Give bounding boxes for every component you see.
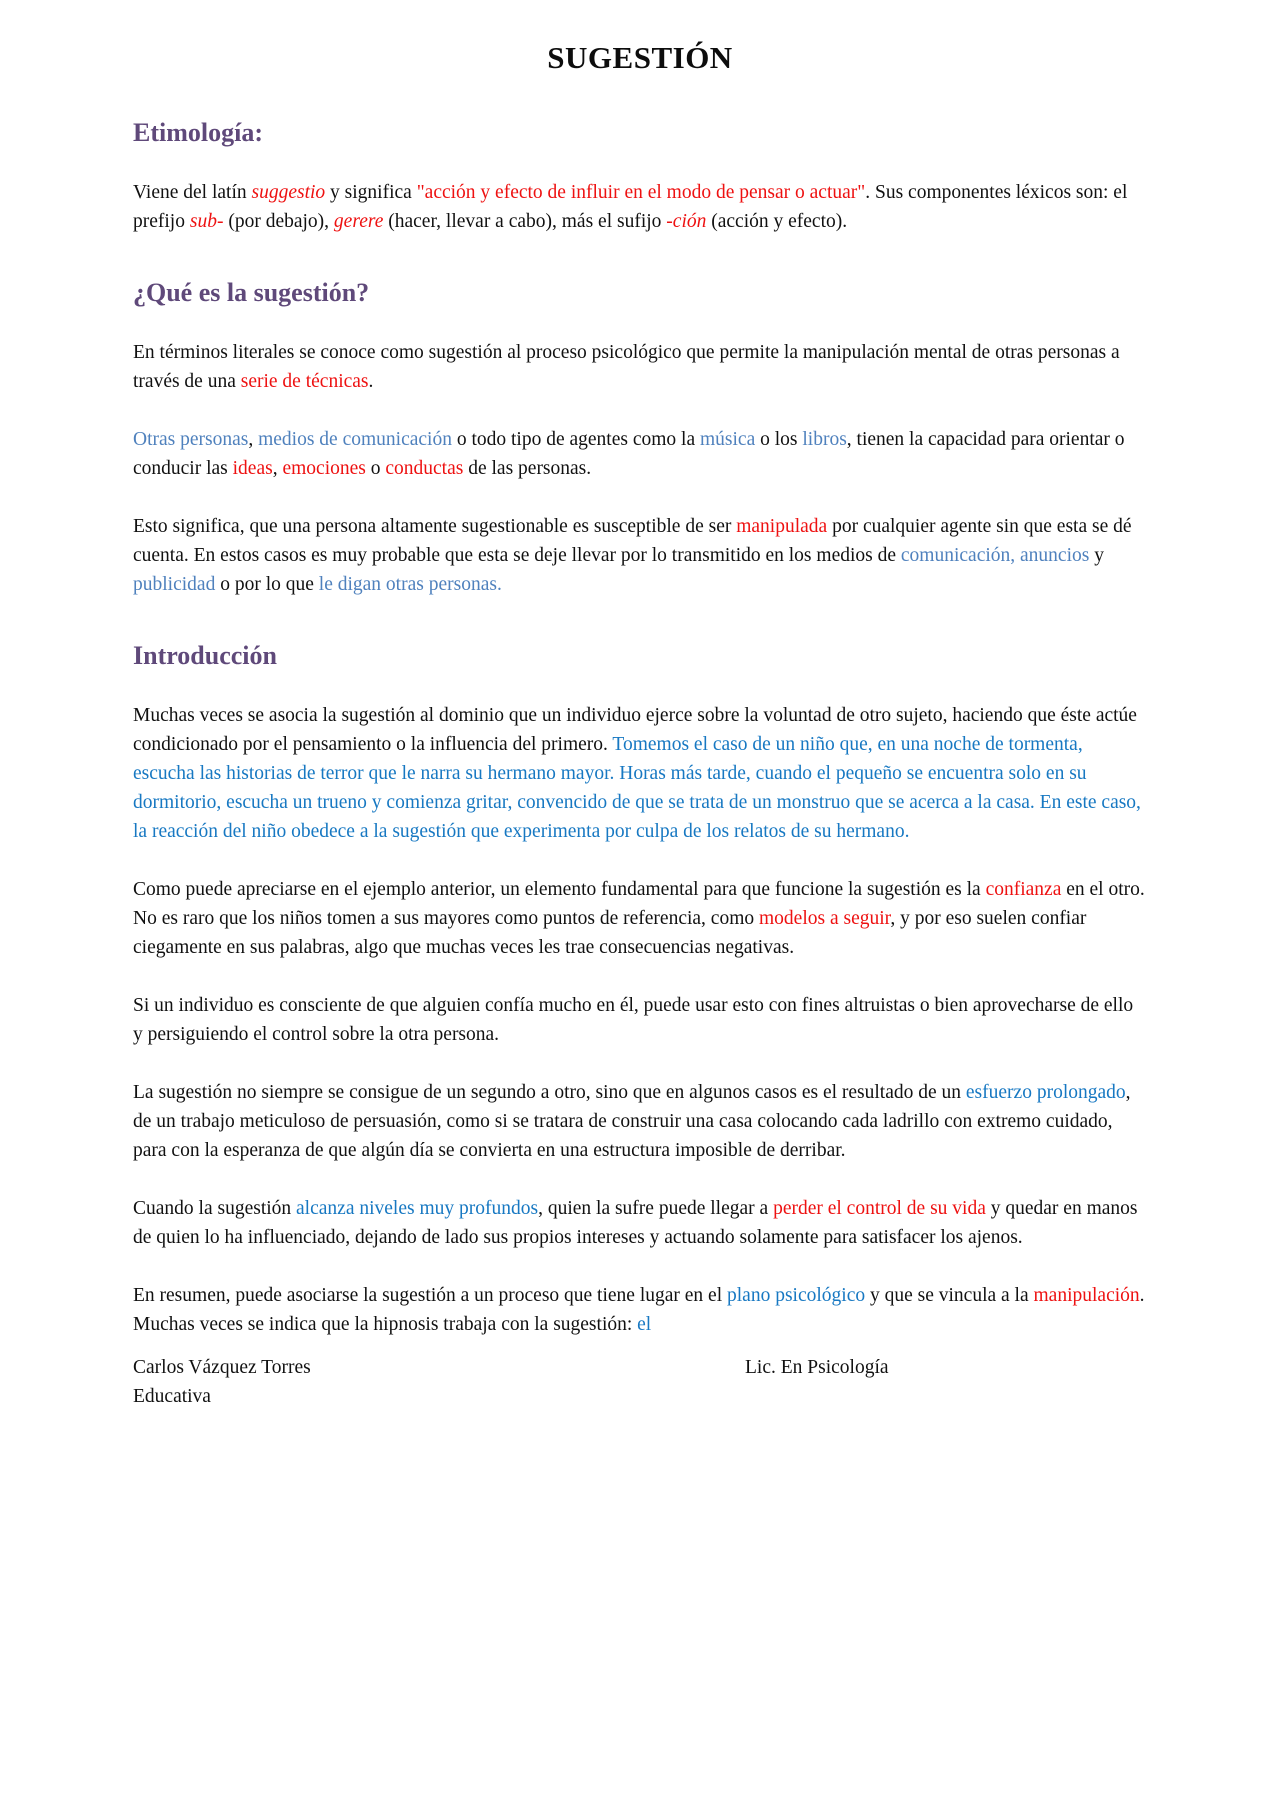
footer-line-1	[133, 1353, 1147, 1382]
footer-credential-continuation: Educativa	[133, 1386, 211, 1407]
text-run: Muchas veces se asocia la sugestión al dominio que un individuo ejerce sobre la voluntad de otro sujeto, haciendo que éste actúe condicionado por el pensamiento o la influencia del primero.	[133, 705, 1137, 755]
text-run: confianza	[985, 879, 1062, 900]
text-run: En resumen, puede asociarse la sugestión a un proceso que tiene lugar en el	[133, 1285, 727, 1306]
text-run: sub-	[189, 211, 224, 232]
text-run: ideas	[232, 458, 273, 479]
text-run: En términos literales se conoce como sugestión al proceso psicológico que permite la manipulación mental de otras personas a través de una	[133, 342, 1120, 392]
text-run: alcanza niveles muy profundos	[296, 1198, 539, 1219]
text-run: música	[699, 429, 756, 450]
paragraph-agentes	[133, 425, 1147, 483]
paragraph-etimologia	[133, 178, 1147, 236]
text-run: Otras personas	[133, 429, 249, 450]
text-run: , tienen la capacidad para orientar o conducir las	[133, 429, 1125, 479]
text-run: . Sus componentes léxicos son: el prefijo	[133, 182, 1128, 232]
paragraph-altruismo	[133, 991, 1147, 1049]
text-run: serie de técnicas	[240, 371, 369, 392]
text-run: y	[1089, 545, 1104, 566]
text-run: de las personas.	[463, 458, 592, 479]
footer-author: Carlos Vázquez Torres	[133, 1357, 311, 1378]
text-run: emociones	[282, 458, 366, 479]
text-run: o los	[755, 429, 803, 450]
text-run: el	[637, 1314, 652, 1335]
paragraph-resumen	[133, 1281, 1147, 1339]
text-run: Tomemos el caso de un niño que, en una noche de tormenta, escucha las historias de terror que le narra su hermano mayor. Horas más tarde, cuando el pequeño se encuentra solo en su dormitorio, escucha un trueno y comienza gritar, convencido de que se trata de un monstruo que se acerca a la casa. En este caso, la reacción del niño obedece a la sugestión que experimenta por culpa de los relatos de su hermano.	[133, 734, 1141, 842]
heading-introduccion: Introducción	[133, 641, 277, 670]
text-run: y que se vincula a la	[865, 1285, 1034, 1306]
text-run: gerere	[333, 211, 384, 232]
text-run: Viene del latín	[133, 182, 252, 203]
footer-credential: Lic. En Psicología	[745, 1357, 889, 1378]
paragraph-esfuerzo	[133, 1078, 1147, 1165]
text-run: , quien la sufre puede llegar a	[538, 1198, 774, 1219]
text-run: modelos a seguir	[759, 908, 891, 929]
text-run: .	[368, 371, 374, 392]
heading-etimologia: Etimología:	[133, 118, 263, 147]
text-run: o	[365, 458, 386, 479]
text-run: La sugestión no siempre se consigue de un segundo a otro, sino que en algunos casos es el resultado de un	[133, 1082, 966, 1103]
text-run: y quedar en manos de quien lo ha influenciado, dejando de lado sus propios intereses y actuando solamente para satisfacer los ajenos.	[133, 1198, 1138, 1248]
text-run: o por lo que	[215, 574, 319, 595]
text-run: por cualquier agente sin que esta se dé cuenta. En estos casos es muy probable que esta se deje llevar por lo transmitido en los medios de	[133, 516, 1132, 566]
text-run: manipulada	[736, 516, 828, 537]
text-run: conductas	[385, 458, 464, 479]
paragraph-manipulable	[133, 512, 1147, 599]
heading-que-es-la-sugestion: ¿Qué es la sugestión?	[133, 278, 370, 307]
text-run: , y por eso suelen confiar ciegamente en sus palabras, algo que muchas veces les trae consecuencias negativas.	[133, 908, 1087, 958]
paragraph-intro-ejemplo	[133, 701, 1147, 846]
text-run: . Muchas veces se indica que la hipnosis trabaja con la sugestión:	[133, 1285, 1145, 1335]
page-title: SUGESTIÓN	[547, 40, 733, 75]
text-run: , de un trabajo meticuloso de persuasión, como si se tratara de construir una casa colocando cada ladrillo con extremo cuidado, para con la esperanza de que algún día se convierta en una estructura imposible de derribar.	[133, 1082, 1131, 1161]
text-run: Como puede apreciarse en el ejemplo anterior, un elemento fundamental para que funcione la sugestión es la	[133, 879, 986, 900]
text-run: perder el control de su vida	[773, 1198, 986, 1219]
text-run: Si un individuo es consciente de que alguien confía mucho en él, puede usar esto con fines altruistas o bien aprovecharse de ello y persiguiendo el control sobre la otra persona.	[133, 995, 1134, 1045]
text-run: plano psicológico	[727, 1285, 866, 1306]
text-run: libros	[802, 429, 847, 450]
text-run: o todo tipo de agentes como la	[451, 429, 700, 450]
paragraph-confianza	[133, 875, 1147, 962]
text-run: medios de comunicación	[258, 429, 452, 450]
text-run: (hacer, llevar a cabo), más el sufijo	[383, 211, 667, 232]
document-footer	[133, 1353, 1147, 1411]
text-run: "acción y efecto de influir en el modo de pensar o actuar"	[416, 182, 866, 203]
text-run: y significa	[325, 182, 417, 203]
text-run: manipulación	[1033, 1285, 1140, 1306]
paragraph-definicion	[133, 338, 1147, 396]
text-run: suggestio	[251, 182, 326, 203]
text-run: Cuando la sugestión	[133, 1198, 297, 1219]
text-run: ,	[248, 429, 259, 450]
paragraph-control	[133, 1194, 1147, 1252]
text-run: (por debajo),	[223, 211, 334, 232]
text-run: publicidad	[133, 574, 216, 595]
text-run: le digan otras personas.	[318, 574, 502, 595]
footer-line-2	[133, 1382, 1147, 1411]
text-run: en el otro. No es raro que los niños tomen a sus mayores como puntos de referencia, como	[133, 879, 1145, 929]
text-run: esfuerzo prolongado	[965, 1082, 1126, 1103]
text-run: comunicación, anuncios	[900, 545, 1090, 566]
text-run: ,	[272, 458, 283, 479]
text-run: Esto significa, que una persona altamente sugestionable es susceptible de ser	[133, 516, 737, 537]
text-run: -ción	[666, 211, 707, 232]
text-run: (acción y efecto).	[706, 211, 848, 232]
